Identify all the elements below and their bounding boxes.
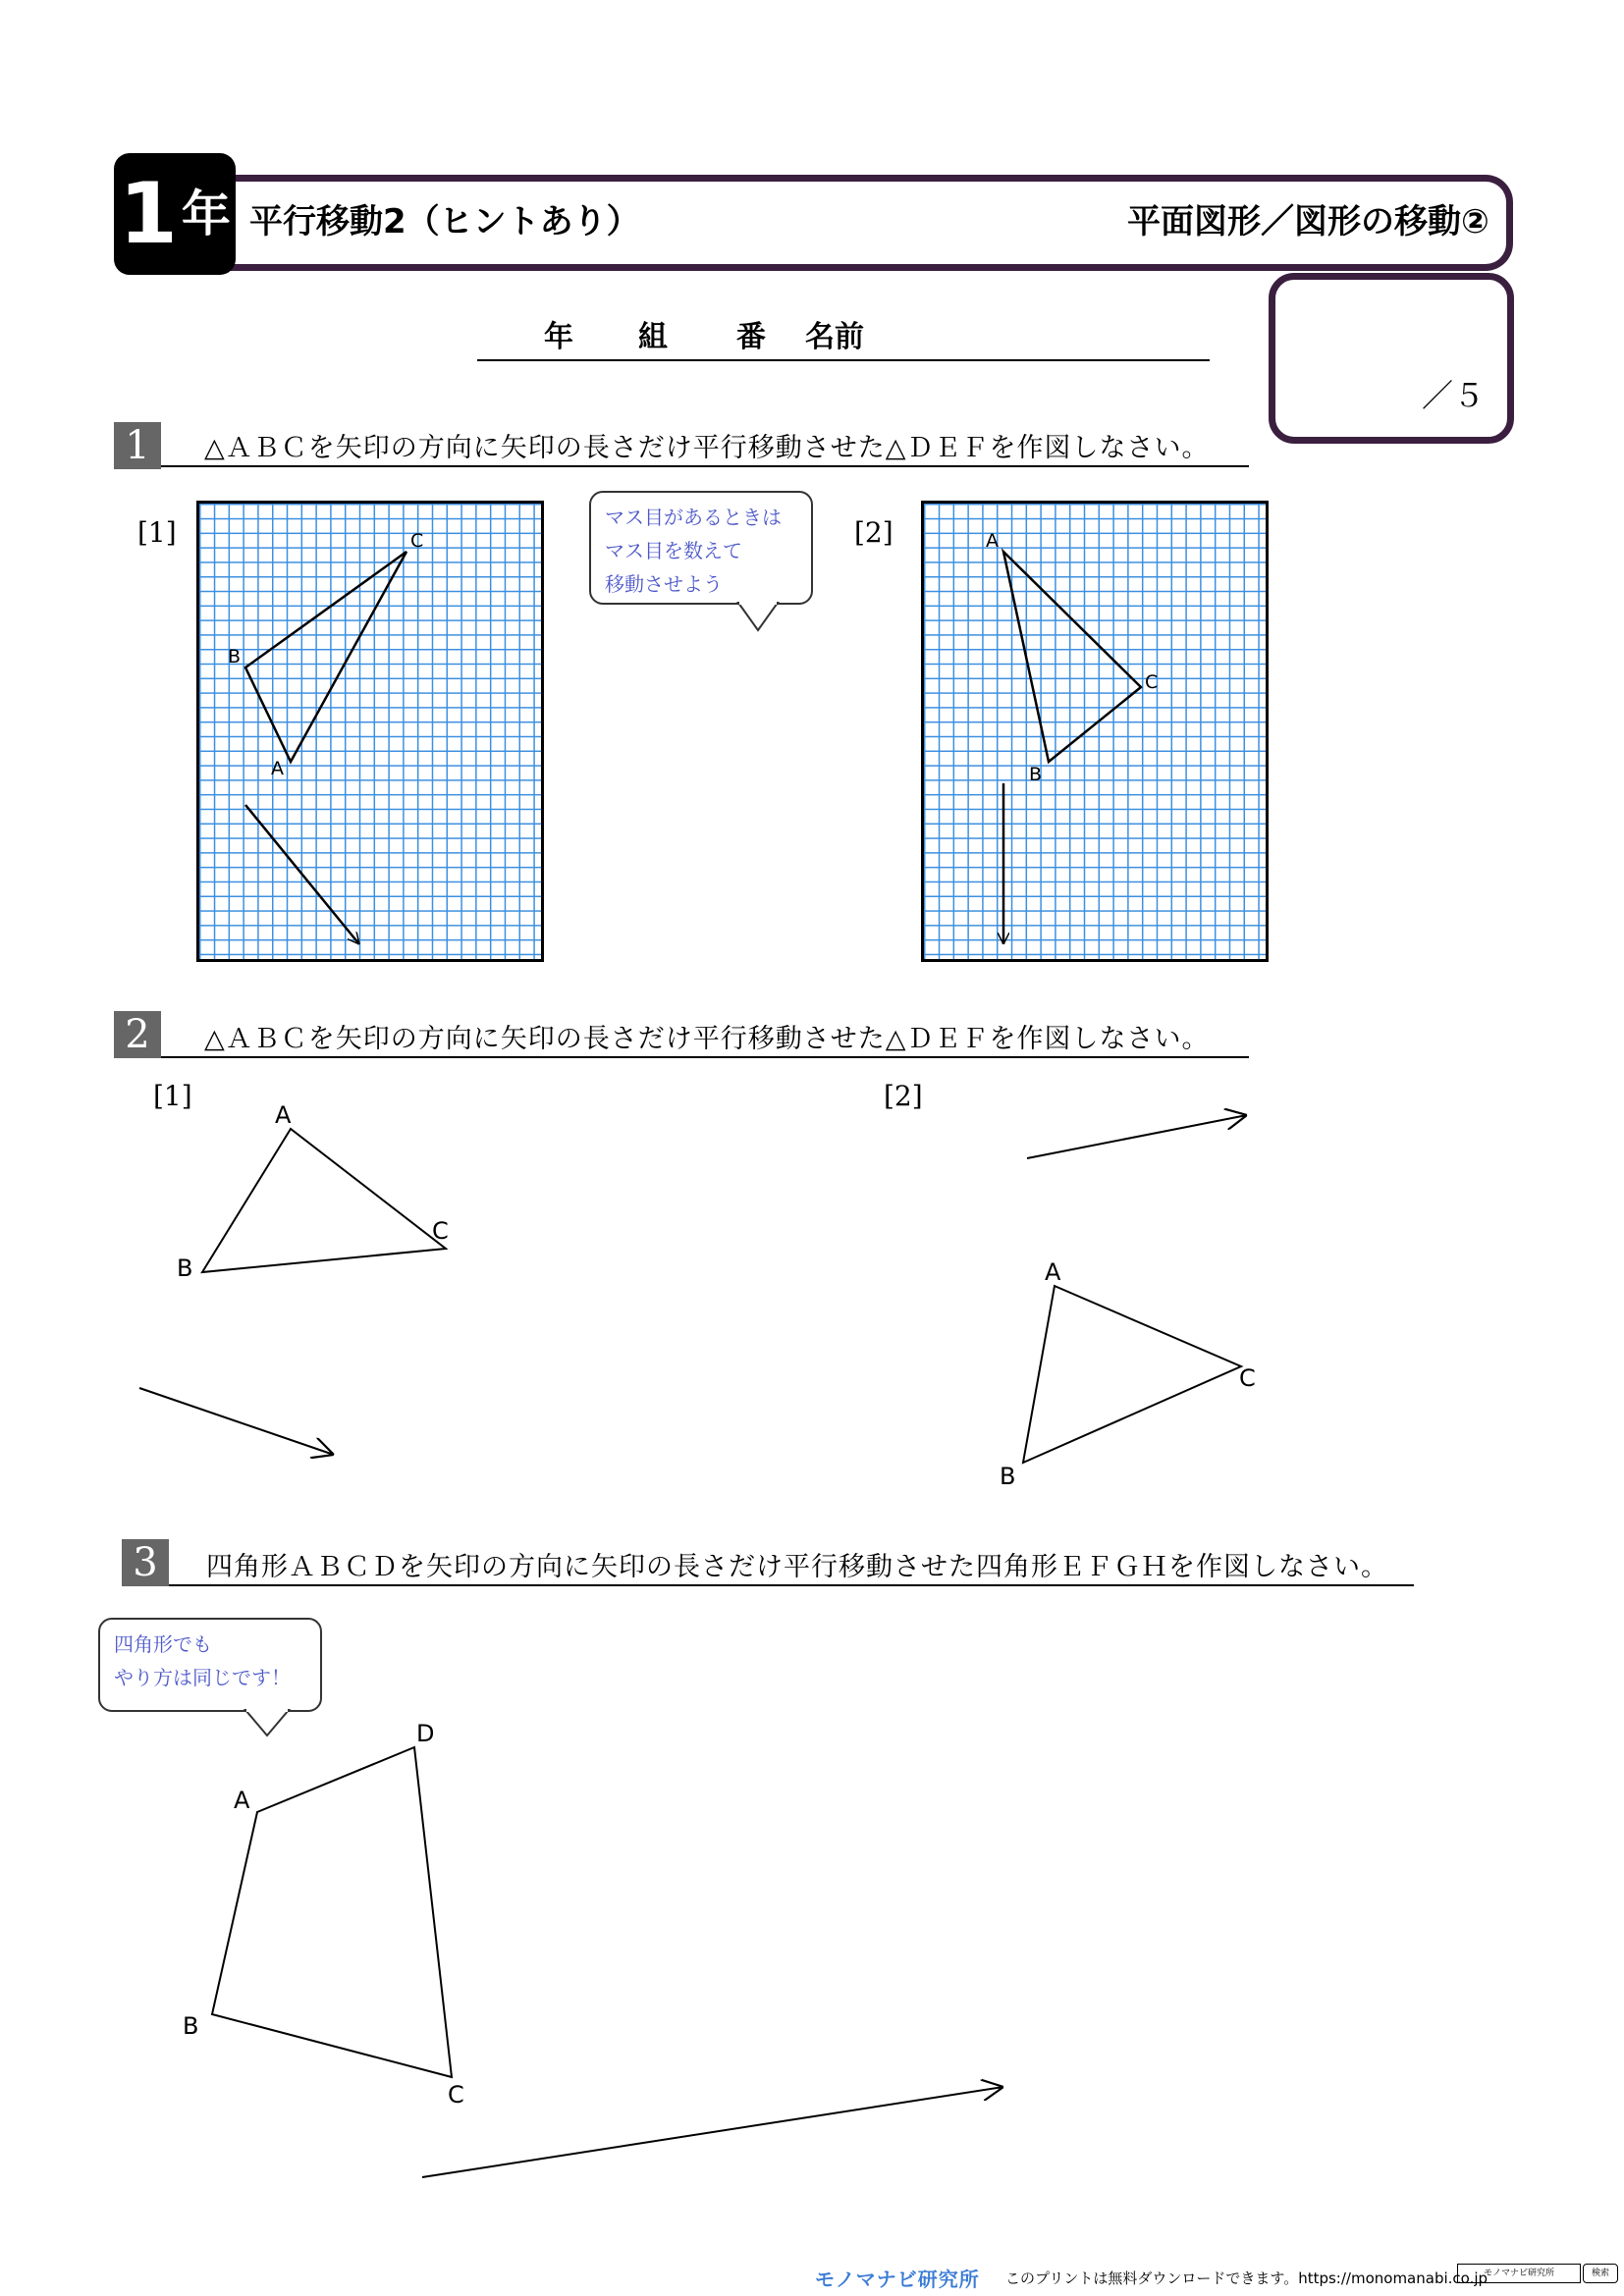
hint-line: 移動させよう: [605, 572, 723, 596]
q2-1-vertex-a: A: [275, 1101, 292, 1129]
footer-search-button: 検索: [1583, 2264, 1618, 2283]
q1-1-vertex-a: A: [271, 758, 284, 779]
q2-sub2-label: [2]: [884, 1080, 923, 1112]
q2-2-vertex-a: A: [1045, 1258, 1061, 1286]
grade-number: 1: [119, 165, 178, 263]
hint-line: マス目を数えて: [605, 539, 742, 562]
hint-line: やり方は同じです！: [114, 1666, 291, 1689]
q2-1-vertex-b: B: [177, 1255, 193, 1282]
q2-1-arrow: [139, 1388, 334, 1455]
q3-arrow: [422, 2087, 1003, 2177]
q1-2-triangle: [1003, 552, 1141, 762]
q1-hint-tail: [738, 603, 778, 630]
q2-2-vertex-c: C: [1239, 1364, 1256, 1392]
footer-search-box: モノマナビ研究所: [1457, 2264, 1581, 2283]
q3-vertex-c: C: [448, 2081, 464, 2109]
q2-text: △ＡＢＣを矢印の方向に矢印の長さだけ平行移動させた△ＤＥＦを作図しなさい。: [204, 1024, 1210, 1054]
q1-1-vertex-c: C: [410, 530, 424, 552]
q2-1-triangle: [202, 1129, 446, 1272]
footer-logo: モノマナビ研究所: [815, 2268, 980, 2291]
q3-text: 四角形ＡＢＣＤを矢印の方向に矢印の長さだけ平行移動させた四角形ＥＦＧＨを作図しなさい。: [206, 1552, 1388, 1582]
q2-2-triangle: [1023, 1286, 1241, 1463]
hint-line: 四角形でも: [114, 1632, 212, 1656]
q1-1-arrow: [245, 805, 359, 944]
q3-vertex-b: B: [183, 2012, 199, 2040]
q1-2-vertex-a: A: [986, 530, 999, 552]
q1-sub2-label: [2]: [854, 516, 893, 549]
q2-2-vertex-b: B: [1000, 1463, 1016, 1490]
q2-2-arrow: [1027, 1115, 1247, 1158]
q1-2-vertex-b: B: [1029, 764, 1043, 785]
score-total: ／５: [1422, 377, 1486, 414]
q1-number: 1: [114, 422, 161, 469]
q1-1-vertex-b: B: [228, 646, 242, 667]
name-label: 名前: [805, 320, 864, 354]
q3-vertex-a: A: [234, 1787, 250, 1814]
name-year-label: 年: [544, 320, 573, 354]
q1-2-vertex-c: C: [1145, 671, 1159, 693]
q2-sub1-label: [1]: [153, 1080, 192, 1112]
q3-hint-tail: [245, 1710, 289, 1735]
q1-sub1-label: [1]: [137, 516, 177, 549]
hint-line: マス目があるときは: [605, 506, 782, 529]
q3-number: 3: [122, 1539, 169, 1586]
worksheet-topic: 平面図形／図形の移動②: [1127, 202, 1489, 241]
q2-1-vertex-c: C: [432, 1217, 449, 1245]
name-class-label: 組: [638, 320, 668, 354]
grade-badge: [114, 153, 236, 275]
worksheet-title: 平行移動2（ヒントあり）: [249, 202, 640, 241]
footer-text: このプリントは無料ダウンロードできます。https://monomanabi.co.jp: [1005, 2269, 1489, 2287]
q1-1-triangle: [245, 552, 406, 762]
q3-vertex-d: D: [416, 1720, 435, 1747]
q1-text: △ＡＢＣを矢印の方向に矢印の長さだけ平行移動させた△ＤＥＦを作図しなさい。: [204, 433, 1210, 463]
name-number-label: 番: [736, 320, 766, 354]
grade-unit: 年: [181, 186, 231, 242]
q2-number: 2: [114, 1011, 161, 1058]
